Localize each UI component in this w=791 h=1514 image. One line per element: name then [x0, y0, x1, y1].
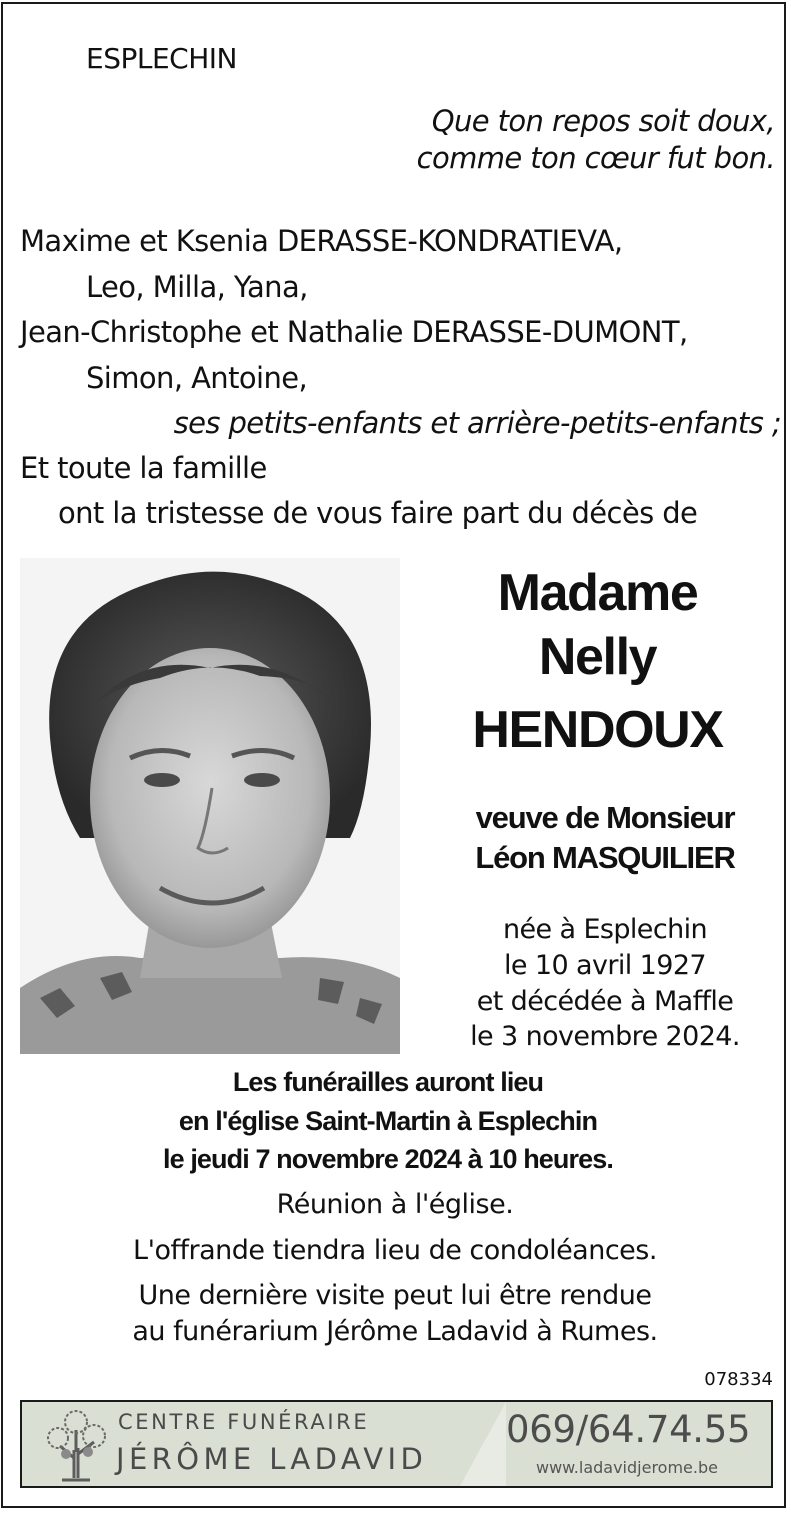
website-link[interactable]: www.ladavidjerome.be [536, 1458, 718, 1477]
funeral-line-2: en l'église Saint-Martin à Esplechin [178, 1106, 598, 1136]
family-line: Simon, Antoine, [86, 361, 308, 395]
announcement-line: ont la tristesse de vous faire part du décès de [58, 496, 698, 530]
quote-line-2: comme ton cœur fut bon. [416, 141, 775, 175]
family-line: Jean-Christophe et Nathalie DERASSE-DUMONT, [20, 315, 688, 349]
meeting-info: Réunion à l'église. [276, 1189, 514, 1220]
birth-place: née à Esplechin [503, 914, 707, 945]
funeral-line-3: le jeudi 7 novembre 2024 à 10 heures. [163, 1144, 613, 1174]
funeral-home-banner [20, 1400, 773, 1488]
offering-info: L'offrande tiendra lieu de condoléances. [133, 1235, 657, 1266]
deceased-first-name: Nelly [538, 628, 657, 686]
portrait-photo [20, 558, 400, 1054]
deceased-title: Madame [497, 564, 698, 622]
family-line: Leo, Milla, Yana, [86, 270, 308, 304]
visit-info-line-1: Une dernière visite peut lui être rendue [138, 1280, 652, 1311]
banner-divider [460, 1402, 506, 1486]
phone-number: 069/64.74.55 [506, 1408, 751, 1451]
birth-date: le 10 avril 1927 [504, 950, 706, 981]
widow-line-1: veuve de Monsieur [475, 800, 735, 835]
family-line: Maxime et Ksenia DERASSE-KONDRATIEVA, [20, 224, 623, 258]
funeral-home-name: JÉRÔME LADAVID [116, 1442, 428, 1476]
tree-logo-icon [36, 1408, 116, 1482]
widow-line-2: Léon MASQUILIER [475, 840, 735, 875]
funeral-home-label: CENTRE FUNÉRAIRE [118, 1410, 370, 1434]
town-name: ESPLECHIN [86, 42, 237, 75]
deceased-last-name: HENDOUX [472, 701, 723, 759]
reference-number: 078334 [704, 1369, 773, 1390]
family-line: Et toute la famille [20, 451, 267, 485]
visit-info-line-2: au funérarium Jérôme Ladavid à Rumes. [132, 1316, 658, 1347]
funeral-line-1: Les funérailles auront lieu [232, 1067, 544, 1097]
quote-line-1: Que ton repos soit doux, [431, 104, 775, 138]
death-date: le 3 novembre 2024. [470, 1021, 740, 1052]
family-relation-line: ses petits-enfants et arrière-petits-enfants ; [173, 406, 781, 440]
death-place: et décédée à Maffle [476, 986, 734, 1017]
